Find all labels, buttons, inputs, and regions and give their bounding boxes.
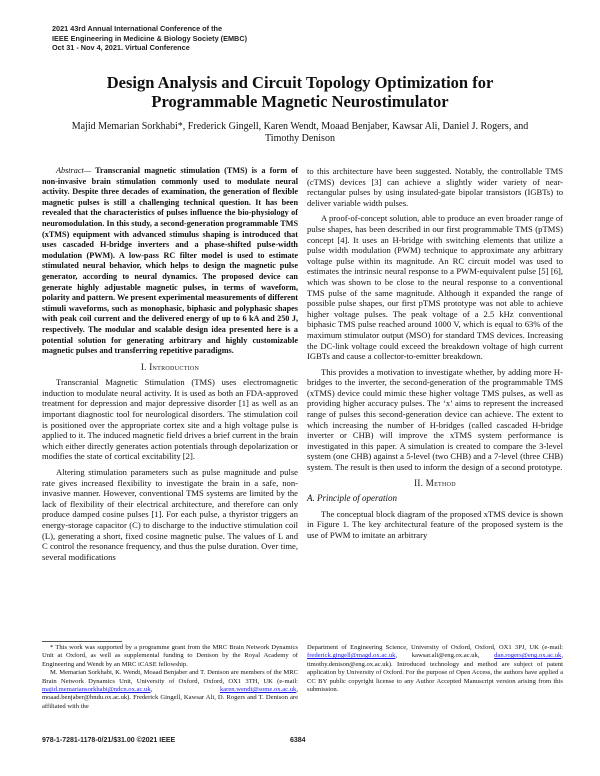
abstract — [42, 166, 298, 357]
header-line: 2021 43rd Annual International Conference of the — [52, 24, 223, 33]
paragraph: A proof-of-concept solution, able to produce an even broader range of pulse shapes, has been described in our first programmable TMS (pTMS) concept [4]. It uses an H-bridge with switching elements that utilize a pulse width modulation (PWM) technique to approximate any arbitrary voltage pulse within its magnitude. An RC circuit model was used to estimates the intrinsic neural response to a PWM-equivalent pulse [5] [6], which was shown to be close to the neural response to a conventional TMS pulse of the same magnitude. Although it expanded the range of possible pulse shapes, our first pTMS prototype was not able to achieve higher voltage pulses. The peak voltage of a 2.5 kHz conventional biphasic TMS pulse reached around 1000 V, which is equal to 63% of the maximum stimulator output (MSO) for standard TMS devices. Increasing the DC-link voltage could exceed the breakdown voltage of high current IGBTs and cause a collector-to-emitter breakdown. — [307, 213, 563, 362]
footnote-divider — [42, 641, 122, 642]
paragraph: This provides a motivation to investigate whether, by adding more H-bridges to the inverter, the second-generation of the programmable TMS (xTMS) device could mimic these higher voltage TMS pulses, as well as providing higher accuracy pulses. The ‘x’ aims to represent the increased range of pulses this second-generation device can achieve. The extent to which increasing the number of H-bridges (called cascaded H-bridge inverter or CHB) will improve the xTMS system performance is investigated in this paper. A simulation is created to compare the 3-level system (one CHB) against a 5-level (two CHB) and a 7-level (three CHB) system. The result is then used to inform the design of a second prototype. — [307, 366, 563, 473]
email-link[interactable]: majid.memariansorkhabi@ndcn.ox.ac.uk — [42, 686, 151, 694]
paper-title: Design Analysis and Circuit Topology Optimization for Programmable Magnetic Neurostimulator — [106, 73, 494, 111]
left-column — [42, 166, 298, 567]
paragraph: to this architecture have been suggested. Notably, the controllable TMS (cTMS) devices [3] can achieve a slightly wider variety of near-rectangular pulses by using insulated-gate bipolar transistors (IGBTs) to deliver variable width pulses. — [307, 166, 563, 208]
email-link[interactable]: frederick.gingell@magd.ox.ac.uk — [307, 652, 396, 660]
footnote-affiliation-cont — [307, 644, 563, 694]
paragraph: The conceptual block diagram of the proposed xTMS device is shown in Figure 1. The key architectural feature of the proposed system is the use of PWM to imitate an arbitrary — [307, 508, 563, 540]
footnotes-left — [42, 644, 298, 711]
paragraph: Altering stimulation parameters such as pulse magnitude and pulse rate gives increased flexibility to investigate the brain in a safe, non-invasive manner. However, conventional TMS systems are limited by the lack of flexibility of their electrical architecture, and therefore can only produce damped cosine pulses [1]. For each pulse, a thyristor triggers an energy-storage capacitor (C) to discharge to the inductive stimulation coil (L), generating a short, fixed cosine magnetic pulse. The values of L and C control the resonance frequency, and thus the pulse duration. Over time, several modifications — [42, 467, 298, 562]
footnote-text: M. Memarian Sorkhabi, K. Wendt, Moaad Benjaber and T. Denison are members of the MRC Brain Network Dynamics Unit, University of Oxford, Oxford, OX1 3TH, UK (e-mail: — [42, 669, 298, 685]
header-line: Oct 31 - Nov 4, 2021. Virtual Conference — [52, 43, 190, 53]
paragraph: Transcranial Magnetic Stimulation (TMS) uses electromagnetic induction to modulate neural activity. It is used as both an FDA-approved treatment for depression and major depressive disorder [1] as well as an important diagnostic tool for neurological disorders. The stimulation coil is positioned over the appropriate cortex site and a high voltage pulse is applied to it. The induced magnetic field drives a brief current in the brain which either directly generates action potentials through depolarization or modifies the state of cortical excitability [2]. — [42, 377, 298, 462]
footnote-text: , timothy.denison@eng.ox.ac.uk). Introduced technology and method are subject of patent application by University of Oxford. For the purpose of Open Access, the authors have applied a CC BY public copyright license to any Author Accepted Manuscript version arising from this submission. — [307, 652, 563, 694]
footnote-text: , kawsar.ali@eng.ox.ac.uk, — [395, 652, 495, 660]
footnotes-right — [307, 644, 563, 694]
section-heading-introduction: I. Introduction — [140, 361, 200, 372]
email-link[interactable]: karen.wendt@some.ox.ac.uk — [219, 686, 297, 694]
footnote-funding: * This work was supported by a programme grant from the MRC Brain Network Dynamics Unit at Oxford, as well as supplemental funding to Denison by the Royal Academy of Engineering and Wendt by an MRC iCASE fellowship. — [42, 644, 298, 668]
page-number: 6384 — [290, 737, 306, 744]
email-link[interactable]: dan.rogers@eng.ox.ac.uk — [494, 652, 562, 660]
author-list: Majid Memarian Sorkhabi*, Frederick Gingell, Karen Wendt, Moaad Benjaber, Kawsar Ali, Daniel J. Rogers, and Timothy Denison — [71, 121, 529, 144]
footnote-text: , moaad.benjaber@bndu.ox.ac.uk). Frederick Gingell, Kawsar Ali, D. Rogers and T. Denison are affiliated with the — [42, 686, 298, 710]
abstract-label: Abstract— — [56, 166, 92, 175]
footnote-affiliation: M. Memarian Sorkhabi, K. Wendt, Moaad Benjaber and T. Denison are members of the MRC Brain Network Dynamics Unit, University of Oxford, Oxford, OX1 3TH, UK (e-mail: majid.memariansorkhabi@ndcn.ox.ac.uk, karen.wendt@some.ox.ac.uk, moaad.benjaber@bndu.ox.ac.uk). Frederick Gingell, Kawsar Ali, D. Rogers and T. Denison are affiliated with the — [42, 669, 298, 710]
footer-isbn: 978-1-7281-1178-0/21/$31.00 ©2021 IEEE — [42, 737, 176, 744]
footnote-text: Department of Engineering Science, University of Oxford, Oxford, OX1 3PJ, UK (e-mail: — [307, 644, 563, 651]
conference-header — [52, 24, 247, 53]
right-column — [307, 166, 563, 546]
header-line: IEEE Engineering in Medicine & Biology Society (EMBC) — [52, 33, 248, 43]
subsection-heading: A. Principle of operation — [307, 493, 397, 504]
section-heading-method: II. Method — [414, 477, 456, 488]
abstract-text: Transcranial magnetic stimulation (TMS) is a form of non-invasive brain stimulation commonly used to modulate neural activity. Despite three decades of examination, the generation of flexible magnetic pulses is still a challenging technical question. It has been revealed that the characteristics of pulses influence the bio-physiology of neuromodulation. In this study, a second-generation programmable TMS (xTMS) equipment with advanced stimulus shaping is introduced that uses cascaded H-bridge inverters and a phase-shifted pulse-width modulation (PWM). A low-pass RC filter model is used to estimate stimulated neural behavior, which helps to design the magnetic pulse generator, according to neural dynamics. The proposed device can generate highly adjustable magnetic pulses, in terms of waveform, polarity and pattern. We present experimental measurements of different stimuli waveforms, such as monophasic, biphasic and polyphasic shapes with peak coil current and the delivered energy of up to 6 kA and 250 J, respectively. The modular and scalable design idea presented here is a potential solution for generating arbitrary and highly customizable magnetic pulses and transferring repetitive paradigms. — [42, 166, 298, 356]
